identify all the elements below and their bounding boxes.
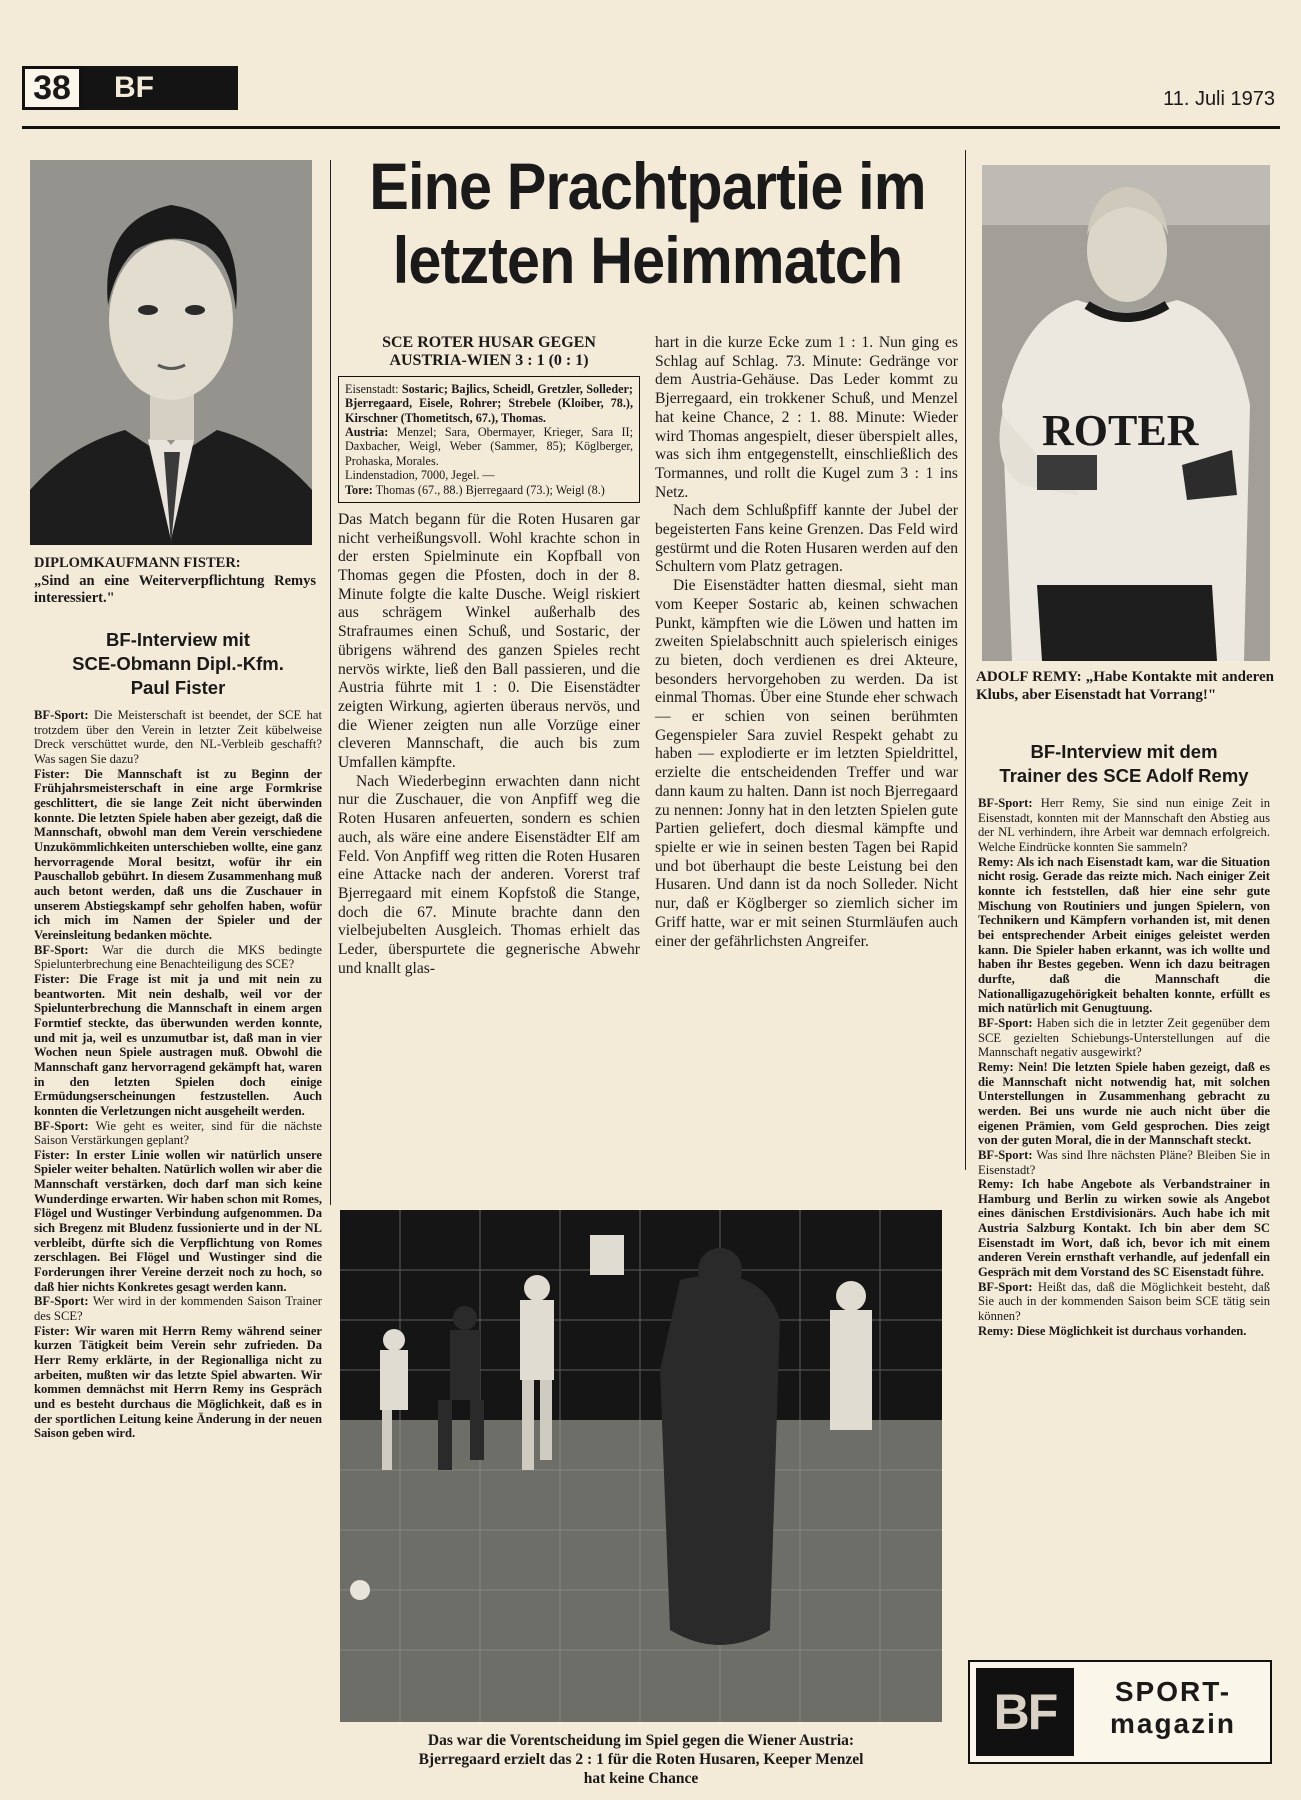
- remy-heading-line1: BF-Interview mit dem: [1030, 741, 1218, 762]
- lineup-goals: [345, 483, 633, 497]
- speaker-label: Fister:: [34, 971, 70, 986]
- answer-text: Nein! Die letzten Spiele haben gezeigt, daß es die Mannschaft nicht notwendig hat, mit solchen Unterstellungen in Zusammenhang gebracht zu werden. Bei uns wurde nie auch nicht über die eigenen Prämien, vom Geld gesprochen. Dies zeigt von der guten Moral, die in der Mannschaft steckt.: [978, 1059, 1270, 1148]
- speaker-label: BF-Sport:: [978, 1279, 1033, 1294]
- fister-heading-line2: SCE-Obmann Dipl.-Kfm.: [72, 653, 284, 675]
- bf-logo: BF: [82, 66, 238, 110]
- sport-magazin-box: [968, 1660, 1272, 1764]
- answer-text: Als ich nach Eisenstadt kam, war die Situation nicht rosig. Gerade das reizte mich. Nach einiger Zeit konnte ich feststellen, daß hier eine sehr gute Mischung von Routiniers und jungen Spielern, von Technikern und Kämpfern vorhanden ist, mit denen bei entsprechender Arbeit einiges geleistet werden kann. Die Spieler haben erkannt, was ich wollte und haben ihr Bestes gegeben. Wenn ich dazu beitragen durfte, daß die Mannschaft die Nationalligazugehörigkeit behalten konnte, erfüllt es mich natürlich mit Genugtuung.: [978, 854, 1270, 1016]
- remy-q4: [978, 1280, 1270, 1324]
- question-text: Heißt das, daß die Möglichkeit besteht, daß Sie auch in der kommenden Saison beim SCE tätig sein können?: [978, 1279, 1270, 1324]
- answer-text: In erster Linie wollen wir natürlich unsere Spieler weiter behalten. Natürlich wollen wir aber die Mannschaft verstärken, doch darf man sich keine Wunderdinge erwarten. Wir haben schon mit Romes, Flögel und Wustinger Verbindung aufgenommen. Da sich Bregenz mit Bludenz fussionierte und in der NL verbleibt, dürfte sich die Verpflichtung von Romes zerschlagen. Bei Flögel und Wustinger sind die Forderungen ihrer Vereine derzeit noch zu hoch, so daß hier nichts Konkretes gesagt werden kann.: [34, 1147, 322, 1294]
- fister-q4: [34, 1294, 322, 1323]
- remy-a4: [978, 1324, 1270, 1339]
- subhead-line1: SCE ROTER HUSAR GEGEN: [382, 334, 596, 351]
- lineup-label: Tore:: [345, 482, 373, 497]
- fister-q1: [34, 708, 322, 767]
- article-paragraph: hart in die kurze Ecke zum 1 : 1. Nun ging es Schlag auf Schlag. 73. Minute: Gedränge vor dem Austria-Gehäuse. Das Leder kommt zu Bjerregaard, ein trokkener Schuß, und Menzel hat keine Chance, 2 : 1. 88. Minute: Wieder wird Thomas angespielt, dieser überspielt alles, was sich ihm entgegenstellt, einschließlich des Tormannes, und rollt die Kugel zum 3 : 1 ins Netz.: [655, 334, 958, 501]
- question-text: Die Meisterschaft ist beendet, der SCE hat trotzdem über den Verein in letzter Zeit kübelweise Dreck verschüttet wurde, den NL-Verbleib geschafft? Was sagen Sie dazu?: [34, 708, 322, 767]
- speaker-label: BF-Sport:: [34, 942, 89, 957]
- jersey-text: ROTER: [1042, 406, 1199, 455]
- article-paragraph: Nach Wiederbeginn erwachten dann nicht nur die Zuschauer, die von Anpfiff weg die Roten Husaren anfeuerten, sondern es schien auch, als wäre eine andere Eisenstädter Elf am Feld. Von Anpfiff weg ritten die Roten Husaren eine Attacke nach der anderen. Vorerst traf Bjerregaard mit einem Kopfstoß die Stange, doch die 67. Minute brachte dann den vielbejubelten Ausgleich. Thomas erhielt das Leder, überspurtete die gegnerische Abwehr und knallt glas-: [338, 772, 640, 977]
- question-text: Herr Remy, Sie sind nun einige Zeit in Eisenstadt, konnten mit der Mannschaft den Abstieg aus der NL verhindern, ihre Arbeit war demnach erfolgreich. Welche Eindrücke konnten Sie sammeln?: [978, 796, 1270, 855]
- sport-magazin-line2: magazin: [1109, 1708, 1237, 1740]
- remy-a1: [978, 855, 1270, 1016]
- answer-text: Wir waren mit Herrn Remy während seiner kurzen Tätigkeit beim Verein sehr zufrieden. Da Herr Remy erklärte, in der Regionalliga nicht zu arbeiten, mußten wir das letzte Spiel abwarten. Wir kommen demnächst mit Herrn Remy ins Gespräch und es besteht durchaus die Möglichkeit, daß es in der sportlichen Leitung keine Änderung in der neuen Saison geben wird.: [34, 1323, 323, 1441]
- lineup-text: Sostaric; Bajlics, Scheidl, Gretzler, Solleder; Bjerregaard, Eisele, Rohrer; Strebele (Kloiber, 78.), Kirschner (Thometitsch, 67.), Thomas.: [345, 381, 633, 425]
- article-paragraph: Nach dem Schlußpfiff kannte der Jubel der begeisterten Fans keine Grenzen. Das Feld wird gestürmt und die Roten Husaren werden auf den Schultern vom Platz getragen.: [655, 502, 958, 576]
- remy-interview-heading: [978, 740, 1270, 788]
- fister-interview-heading: [34, 628, 322, 700]
- fister-q3: [34, 1119, 322, 1148]
- question-text: War die durch die MKS bedingte Spielunterbrechung eine Benachteiligung des SCE?: [34, 942, 323, 972]
- lineup-eisenstadt: [345, 382, 633, 425]
- lineup-text: Thomas (67., 88.) Bjerregaard (73.); Weigl (8.): [375, 482, 605, 497]
- remy-a3: [978, 1177, 1270, 1280]
- lineup-austria: [345, 425, 633, 468]
- lineup-stadium: Lindenstadion, 7000, Jegel. —: [345, 468, 495, 483]
- fister-interview: [34, 628, 322, 1441]
- answer-text: Diese Möglichkeit ist durchaus vorhanden.: [1016, 1323, 1247, 1338]
- portrait-caption-line1: DIPLOMKAUFMANN FISTER:: [34, 555, 241, 571]
- trainer-caption: ADOLF REMY: „Habe Kontakte mit anderen Klubs, aber Eisenstadt hat Vorrang!": [976, 669, 1274, 704]
- header-rule: [22, 126, 1280, 129]
- portrait-caption: [34, 555, 316, 608]
- remy-q3: [978, 1148, 1270, 1177]
- lineup-text: Menzel; Sara, Obermayer, Krieger, Sara II; Daxbacher, Weigl, Weber (Sammer, 85); Köglberger, Prohaska, Morales.: [345, 424, 633, 468]
- fister-heading-line1: BF-Interview mit: [106, 629, 250, 650]
- portrait-caption-line2: „Sind an eine Weiterverpflichtung Remys interessiert.": [34, 572, 316, 607]
- lineup-label: Austria:: [345, 424, 389, 439]
- sport-magazin-title: [1080, 1676, 1266, 1740]
- answer-text: Ich habe Angebote als Verbandstrainer in Hamburg und Berlin zu wirken sowie als Angebot eines dänischen Erstdivisionärs. Auch habe ich mit Austria Salzburg Kontakt. Ich bin aber dem SC Eisenstadt im Wort, daß ich, bevor ich mit einem anderen Verein ernsthaft verhandle, auf jedenfall ein Gespräch mit dem Vorstand des SC Eisenstadt führe.: [978, 1177, 1270, 1280]
- answer-text: Die Mannschaft ist zu Beginn der Frühjahrsmeisterschaft in eine arge Formkrise geschlittert, die sie lange Zeit nicht überwinden konnte. Die letzten Spiele haben aber gezeigt, daß die Mannschaft, obwohl man dem Verein verschiedene Unzukömmlichkeiten unterschieben wollte, eine ganz hervorragende Moral besitzt, wofür ihr ein Pauschallob gebührt. In diesem Zusammenhang muß auch betont werden, daß uns die Zuschauer in unserem Abstiegskampf sehr geholfen haben, wofür ich mich im Namen der Spieler und der Vereinsleitung bedanken möchte.: [34, 766, 322, 942]
- speaker-label: BF-Sport:: [34, 708, 89, 723]
- speaker-label: Fister:: [34, 1323, 70, 1338]
- match-subhead: [338, 334, 640, 371]
- remy-a2: [978, 1060, 1270, 1148]
- headline-line2: letzten Heimmatch: [392, 222, 903, 297]
- caption-line3: hat keine Chance: [583, 1769, 699, 1787]
- fister-interview-body: [34, 708, 322, 1441]
- remy-interview-body: [978, 796, 1270, 1338]
- remy-heading-line2: Trainer des SCE Adolf Remy: [999, 765, 1249, 787]
- question-text: Wie geht es weiter, sind für die nächste Saison Verstärkungen geplant?: [34, 1118, 322, 1148]
- caption-line1: Das war die Vorentscheidung im Spiel gegen die Wiener Austria:: [427, 1732, 855, 1749]
- match-article-col1: [338, 334, 640, 978]
- speaker-label: BF-Sport:: [978, 1015, 1033, 1030]
- column-divider: [965, 150, 966, 1170]
- page-number: 38: [22, 66, 82, 110]
- fister-heading-line3: Paul Fister: [130, 677, 226, 699]
- lineup-box: [338, 376, 640, 503]
- remy-q2: [978, 1016, 1270, 1060]
- article-paragraph: Das Match begann für die Roten Husaren gar nicht verheißungsvoll. Wohl krachte schon in der ersten Spielminute ein Kopfball von Thomas gegen die Pfosten, doch in der 8. Minute folgte die kalte Dusche. Weigl riskiert aus schrägem Winkel außerhalb des Strafraumes einen Schuß, und Sostaric, der übrigens während des ganzen Spieles recht nervös wirkte, ließ den Ball passieren, und die Austria führte mit 1 : 0. Die Eisenstädter zeigten Wirkung, agierten überaus nervös, und die Wiener zeigten nun alle Vorzüge einer cleveren Mannschaft, die auch bis zum Umfallen kämpfte.: [338, 510, 640, 772]
- answer-text: Die Frage ist mit ja und mit nein zu beantworten. Mit nein deshalb, weil vor der Spielunterbrechung die Mannschaft in einem argen Formtief steckte, das überwunden werden konnte, und mit ja, weil es unzumutbar ist, daß man in vier Wochen neun Spiele austragen muß. Obwohl die Mannschaft ganz hervorragend gekämpft hat, waren in den letzten Spielen doch einige Ermüdungserscheinungen festzustellen. Auch konnten die Verletzungen nicht ausgeheilt werden.: [34, 971, 322, 1118]
- issue-date: 11. Juli 1973: [1163, 88, 1275, 110]
- column-divider: [330, 160, 331, 1205]
- speaker-label: Fister:: [34, 1147, 70, 1162]
- main-headline: [348, 150, 947, 298]
- lineup-label: Eisenstadt:: [345, 381, 399, 396]
- portrait-photo: [30, 160, 312, 545]
- match-article-body1: [338, 511, 640, 979]
- sport-magazin-logo: BF: [976, 1668, 1074, 1756]
- headline-line1: Eine Prachtpartie im: [369, 149, 926, 223]
- remy-interview: [978, 740, 1270, 1338]
- remy-q1: [978, 796, 1270, 855]
- trainer-photo: [982, 165, 1270, 661]
- match-photo: [340, 1210, 942, 1722]
- speaker-label: Remy:: [978, 1059, 1014, 1074]
- match-article-col2: [655, 334, 958, 951]
- speaker-label: Fister:: [34, 766, 70, 781]
- speaker-label: BF-Sport:: [34, 1118, 89, 1133]
- question-text: Was sind Ihre nächsten Pläne? Bleiben Sie in Eisenstadt?: [978, 1147, 1270, 1177]
- question-text: Haben sich die in letzter Zeit gegenüber dem SCE gezielten Schiebungs-Unterstellungen auf die Mannschaft negativ ausgewirkt?: [978, 1015, 1270, 1060]
- speaker-label: Remy:: [978, 1177, 1014, 1192]
- speaker-label: Remy:: [978, 854, 1014, 869]
- fister-a3: [34, 1148, 322, 1295]
- fister-a2: [34, 972, 322, 1119]
- sport-magazin-line1: SPORT-: [1114, 1676, 1232, 1707]
- speaker-label: BF-Sport:: [34, 1294, 89, 1309]
- subhead-line2: AUSTRIA-WIEN 3 : 1 (0 : 1): [389, 352, 589, 370]
- speaker-label: Remy:: [978, 1323, 1014, 1338]
- fister-q2: [34, 943, 322, 972]
- match-photo-caption: [338, 1732, 944, 1789]
- caption-line2: Bjerregaard erzielt das 2 : 1 für die Roten Husaren, Keeper Menzel: [418, 1750, 864, 1768]
- article-paragraph: Die Eisenstädter hatten diesmal, sieht man vom Keeper Sostaric ab, keinen schwachen Punkt, kämpften wie die Löwen und hatten im zweiten Spielabschnitt auch spielerisch einiges zu bieten, doch verdienen es drei Akteure, besonders hervorgehoben zu werden. Da ist einmal Thomas. Über eine Stunde eher schwach — er schien von seinen berühmten Gegenspieler Sara zuviel Respekt gehabt zu haben — explodierte er im letzten Spieldrittel, erzielte die entscheidenden Treffer und war dann kaum zu halten. Dann ist noch Bjerregaard zu nennen: Jonny hat in den letzten Spielen gute Partien geliefert, doch diesmal kämpfte und spielte er wie in seinen besten Tagen bei Rapid und bot überhaupt die beste Leistung bei den Husaren. Und dann ist da noch Solleder. Nicht nur, daß er Köglberger so ziemlich sicher im Griff hatte, war er mit seinen Sturmläufen auch einer der gefährlichsten Angreifer.: [655, 577, 958, 950]
- speaker-label: BF-Sport:: [978, 1147, 1033, 1162]
- speaker-label: BF-Sport:: [978, 796, 1033, 811]
- fister-a1: [34, 767, 322, 943]
- question-text: Wer wird in der kommenden Saison Trainer des SCE?: [34, 1294, 323, 1324]
- fister-a4: [34, 1324, 322, 1441]
